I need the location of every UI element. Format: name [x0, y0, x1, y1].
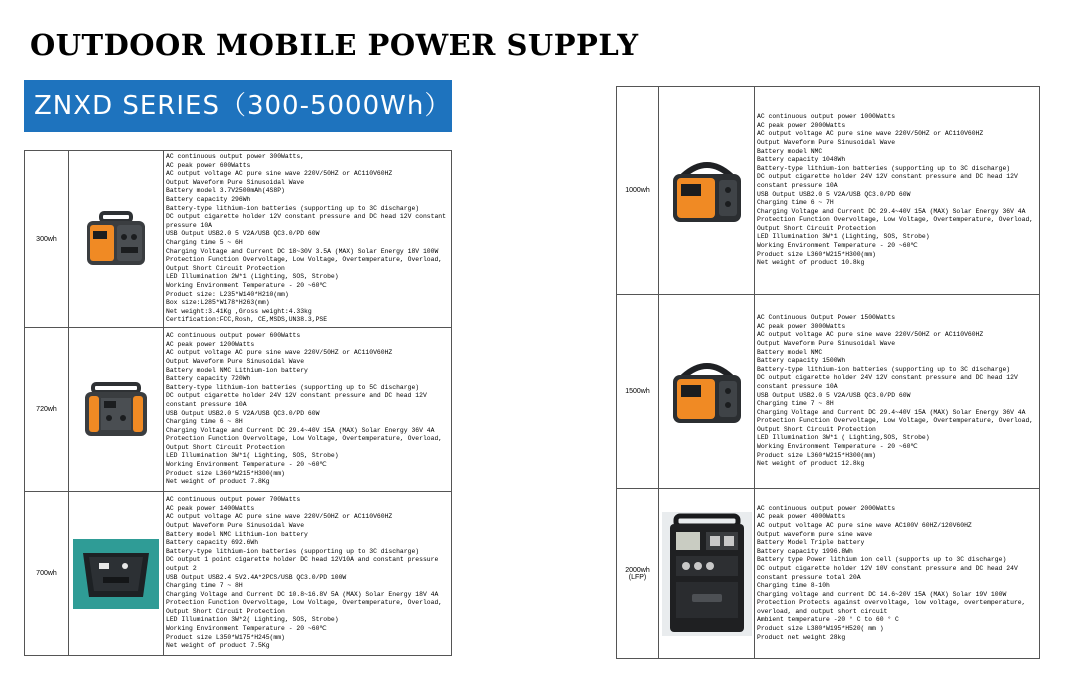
capacity-label: 700wh — [25, 492, 69, 656]
capacity-label: 1000wh — [617, 87, 659, 295]
capacity-label: 720wh — [25, 328, 69, 492]
spec-list: AC Continuous Output Power 1500Watts AC peak power 3000Watts AC output voltage AC pure sine wave 220V/50HZ or AC110V60HZ Output Waveform Pure Sinusoidal Wave Battery model NMC Battery capacity 1500Wh Battery-type lithium-ion batteries (supporting up to 3C discharge) DC output cigarette holder 24V 12V constant pressure and DC head 12V constant pressure 10A USB Output USB2.0 5 V2A/USB QC3.0/PD 60W Charging time 7 ~ 8H Charging Voltage and Current DC 29.4~40V 15A (MAX) Solar Energy 36V 4A Protection Function Overvoltage, Low Voltage, Overtemperature, Overload, Output Short Circuit Protection LED Illumination 3W*1 ( Lighting,SOS, Strobe) Working Environment Temperature - 20 ~60℃ Product size L360*W215*H300(mm) Net weight of product 12.8kg — [755, 295, 1040, 489]
series-banner: ZNXD SERIES（300-5000Wh） — [24, 80, 452, 132]
power-station-black-icon — [662, 512, 752, 636]
capacity-label: 2000wh (LFP) — [617, 489, 659, 659]
spec-list: AC continuous output power 700Watts AC peak power 1400Watts AC output voltage AC pure sine wave 220V/50HZ or AC110V60HZ Output Waveform Pure Sinusoidal Wave Battery model NMC Lithium-ion battery Battery capacity 692.6Wh Battery-type lithium-ion batteries (supporting up to 3C discharge) DC output 1 point cigarette holder DC head 12V10A and constant pressure output 2 USB Output USB2.4 5V2.4A*2PCS/USB QC3.0/PD 100W Charging time 7 ~ 8H Charging Voltage and Current DC 10.8~16.8V 5A (MAX) Solar Energy 18V 4A Protection Function Overvoltage, Low Voltage, Overtemperature, Overload, Output Short Circuit Protection LED Illumination 3W*2( Lighting, SOS, Strobe) Working Environment Temperature - 20 ~60℃ Product size L350*W175*H245(mm) Net weight of product 7.5Kg — [164, 492, 452, 656]
product-image — [69, 328, 164, 492]
spec-list: AC continuous output power 300Watts, AC peak power 600Watts AC output voltage AC pure sine wave 220V/50HZ or AC110V60HZ Output Waveform Pure Sinusoidal Wave Battery model 3.7V2500mAh(4S8P) Battery capacity 296Wh Battery-type lithium-ion batteries (supporting up to 3C discharge) DC output cigarette holder 12V constant pressure and DC head 12V constant pressure 10A USB Output USB2.0 5 V2A/USB QC3.0/PD 60W Charging time 5 ~ 6H Charging Voltage and Current DC 18~30V 3.5A (MAX) Solar Energy 18V 100W Protection Function Overvoltage, Low Voltage, Overtemperature, Overload, Output Short Circuit Protection LED Illumination 2W*1 (Lighting, SOS, Strobe) Working Environment Temperature - 20 ~60℃ Product size: L235*W140*H210(mm) Box size:L285*W178*H263(mm) Net weight:3.41Kg ,Gross weight:4.33kg Certification:FCC,Rosh, CE,MSDS,UN38.3,PSE — [164, 151, 452, 328]
capacity-label: 300wh — [25, 151, 69, 328]
right-spec-table — [616, 86, 1040, 659]
power-station-teal-icon — [73, 539, 159, 609]
table-row — [617, 295, 1040, 489]
product-image — [659, 489, 755, 659]
product-image — [659, 295, 755, 489]
table-row — [617, 87, 1040, 295]
product-image — [69, 151, 164, 328]
spec-list: AC continuous output power 600Watts AC peak power 1200Watts AC output voltage AC pure sine wave 220V/50HZ or AC110V60HZ Output Waveform Pure Sinusoidal Wave Battery model NMC Lithium-ion battery Battery capacity 720Wh Battery-type lithium-ion batteries (supporting up to 5C discharge) DC output cigarette holder 24V 12V constant pressure and DC head 12V constant pressure 10A USB Output USB2.0 5 V2A/USB QC3.0/PD 60W Charging time 6 ~ 8H Charging Voltage and Current DC 29.4~40V 15A (MAX) Solar Energy 36V 4A Protection Function Overvoltage, Low Voltage, Overtemperature, Overload, Output Short Circuit Protection LED Illumination 3W*1( Lighting, SOS, Strobe) Working Environment Temperature - 20 ~60℃ Product size L360*W215*H300(mm) Net weight of product 7.8Kg — [164, 328, 452, 492]
power-station-orange-icon — [81, 380, 151, 440]
table-row — [25, 492, 452, 656]
left-spec-table — [24, 150, 452, 656]
table-row — [617, 489, 1040, 659]
capacity-label: 1500wh — [617, 295, 659, 489]
power-station-orange-icon — [81, 209, 151, 269]
spec-list: AC continuous output power 1000Watts AC peak power 2000Watts AC output voltage AC pure sine wave 220V/50HZ or AC110V60HZ Output Waveform Pure Sinusoidal Wave Battery model NMC Battery capacity 1048Wh Battery-type lithium-ion batteries (supporting up to 3C discharge) DC output cigarette holder 24V 12V constant pressure and DC head 12V constant pressure 10A USB Output USB2.0 5 V2A/USB QC3.0/PD 60W Charging time 6 ~ 7H Charging Voltage and Current DC 29.4~40V 15A (MAX) Solar Energy 36V 4A Protection Function Overvoltage, Low Voltage, Overtemperature, Overload, Output Short Circuit Protection LED Illumination 3W*1 (Lighting, SOS, Strobe) Working Environment Temperature - 20 ~60℃ Product size L360*W215*H300(mm) Net weight of product 10.8kg — [755, 87, 1040, 295]
product-image — [69, 492, 164, 656]
table-row — [25, 328, 452, 492]
table-row — [25, 151, 452, 328]
power-station-orange-icon — [667, 156, 747, 226]
spec-list: AC continuous output power 2000Watts AC peak power 4000Watts AC output voltage AC pure sine wave AC100V 60HZ/120V60HZ Output waveform pure sine wave Battery Model Triple battery Battery capacity 1996.8Wh Battery type Power lithium ion cell (supports up to 3C discharge) DC output cigarette holder 12V 10V constant pressure and DC head 24V constant pressure total 20A Charging time 8-10h Charging voltage and current DC 14.6~20V 15A (MAX) Solar 19V 100W Protection Protects against overvoltage, low voltage, overtemperature, overload, and output short circuit Ambient temperature -20 ° C to 60 ° C Product size L380*W195*H520( mm ) Product net weight 28kg — [755, 489, 1040, 659]
power-station-orange-icon — [667, 357, 747, 427]
page-title: OUTDOOR MOBILE POWER SUPPLY — [30, 28, 639, 62]
product-image — [659, 87, 755, 295]
